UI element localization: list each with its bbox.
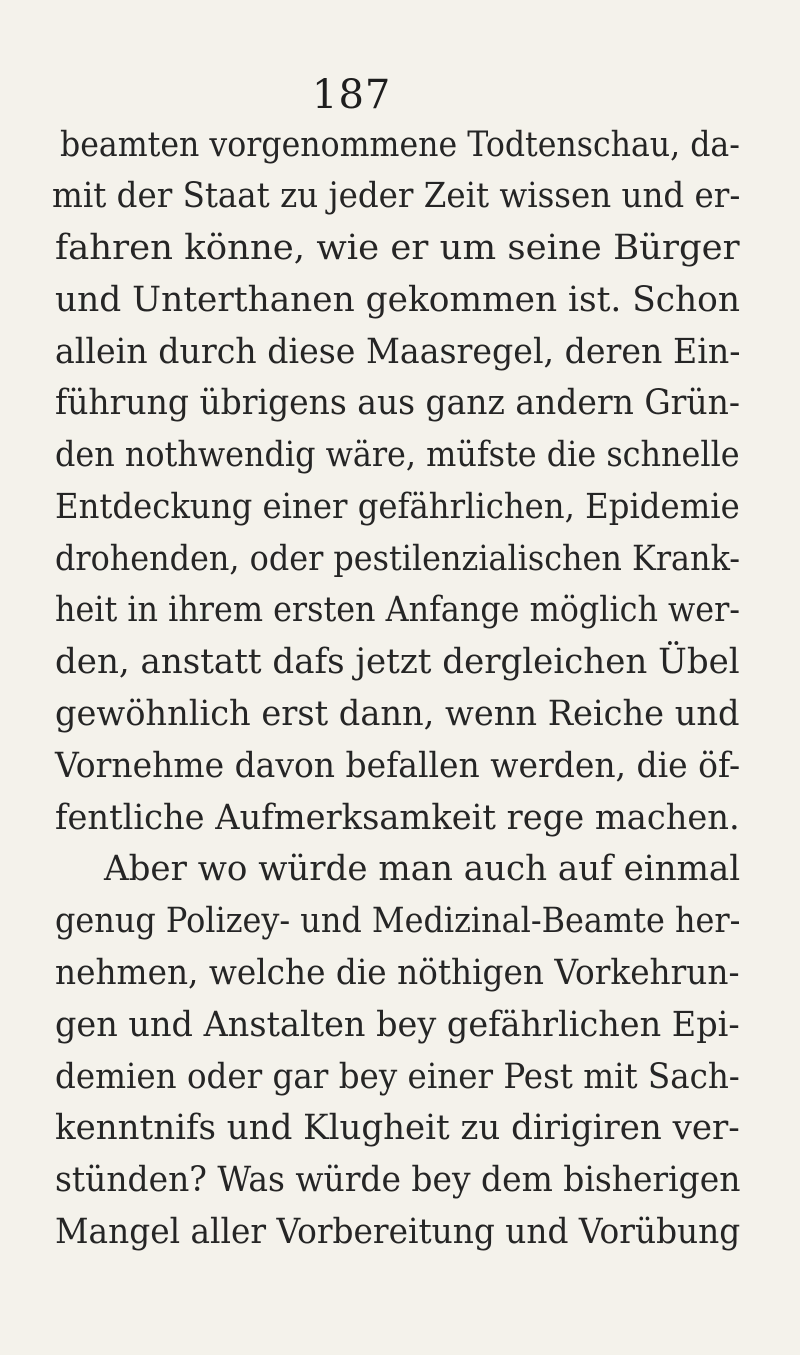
text-line: kenntnifs und Klugheit zu dirigiren ver-	[55, 1108, 740, 1148]
text-line: beamten vorgenommene Todtenschau, da-	[60, 125, 740, 165]
text-line: allein durch diese Maasregel, deren Ein-	[55, 332, 741, 372]
text-line: drohenden, oder pestilenzialischen Krank-	[55, 539, 741, 579]
text-line: nehmen, welche die nöthigen Vorkehrun-	[55, 953, 740, 993]
text-line: genug Polizey- und Medizinal-Beamte her-	[55, 901, 741, 941]
text-line: und Unterthanen gekommen ist. Schon	[55, 280, 740, 320]
text-line: fahren könne, wie er um seine Bürger	[55, 228, 740, 268]
page-number: 187	[312, 72, 392, 118]
text-line: heit in ihrem ersten Anfange möglich wer-	[55, 590, 741, 630]
text-line: Mangel aller Vorbereitung und Vorübung	[55, 1212, 741, 1252]
text-line: fentliche Aufmerksamkeit rege machen.	[55, 798, 740, 838]
text-line: Entdeckung einer gefährlichen, Epidemie	[55, 487, 740, 527]
text-line: gewöhnlich erst dann, wenn Reiche und	[55, 694, 740, 734]
text-line: mit der Staat zu jeder Zeit wissen und er-	[52, 176, 741, 216]
text-line: den, anstatt dafs jetzt dergleichen Übel	[55, 642, 740, 682]
text-line: stünden? Was würde bey dem bisherigen	[55, 1160, 741, 1200]
text-line: den nothwendig wäre, müfste die schnelle	[55, 435, 740, 475]
text-line: demien oder gar bey einer Pest mit Sach-	[55, 1057, 740, 1097]
text-line: führung übrigens aus ganz andern Grün-	[55, 383, 741, 423]
text-line: Aber wo würde man auch auf einmal	[104, 849, 741, 889]
text-line: gen und Anstalten bey gefährlichen Epi-	[55, 1005, 740, 1045]
text-line: Vornehme davon befallen werden, die öf-	[55, 746, 741, 786]
